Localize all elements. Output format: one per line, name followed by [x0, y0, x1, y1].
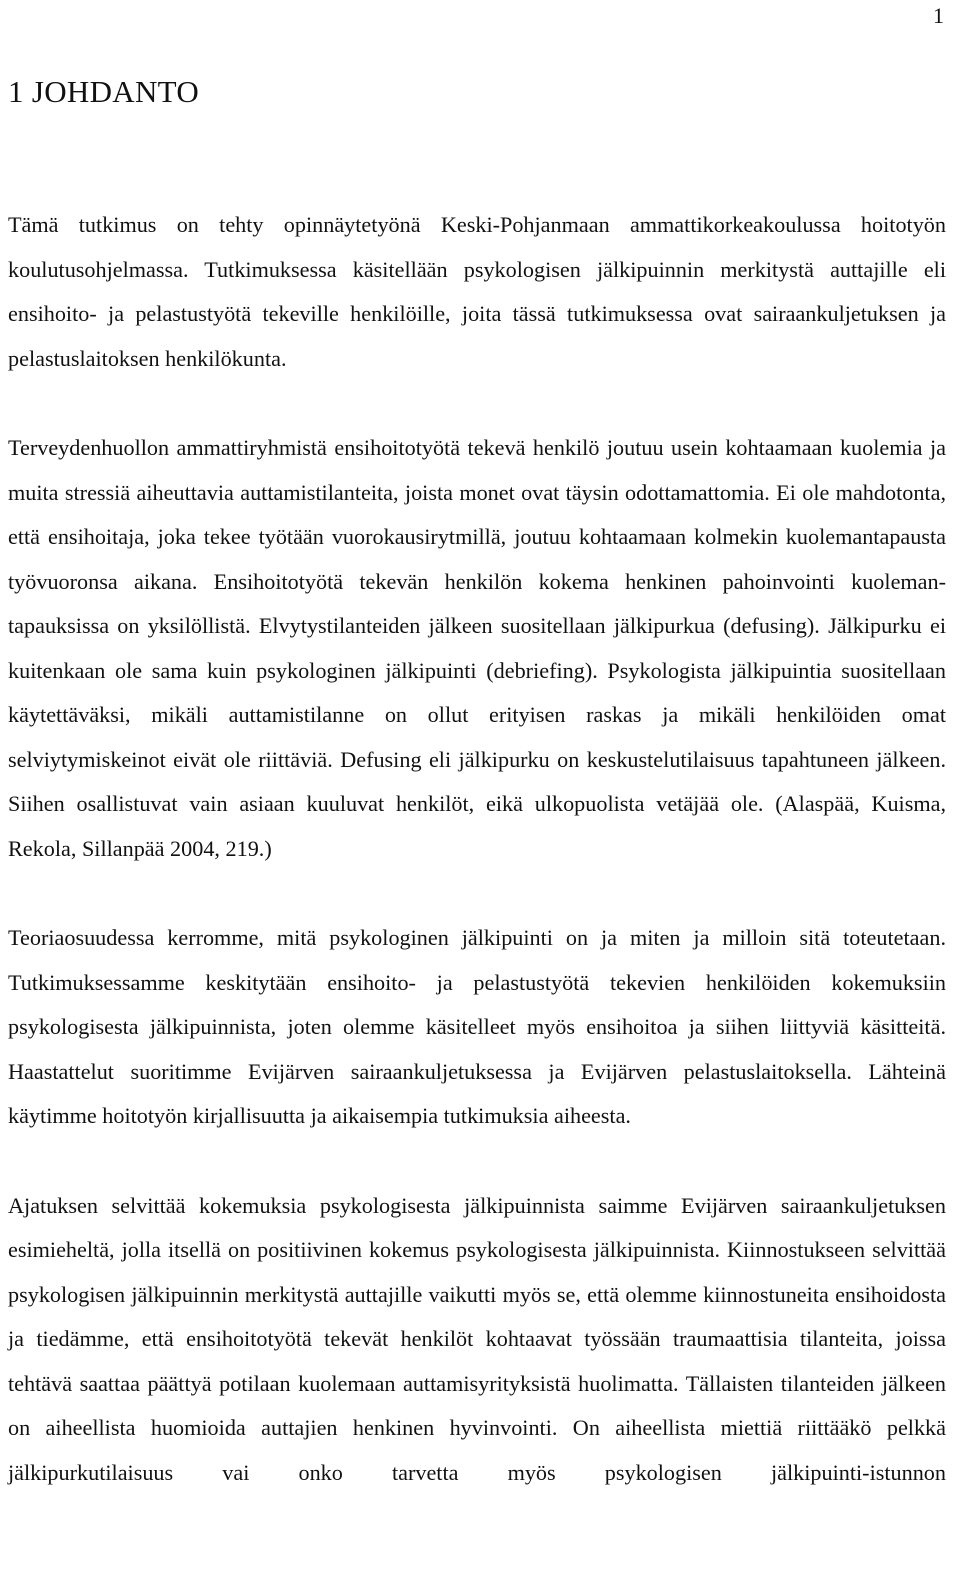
page-number: 1 [933, 3, 944, 28]
paragraph-background: Terveydenhuollon ammattiryhmistä ensihoitotyötä tekevä henkilö joutuu usein kohtaamaan kuolemia ja muita stressiä aiheuttavia auttamistilanteita, joista monet ovat täysin odottamattomia. Ei ole mahdotonta, että ensihoitaja, joka tekee työtään vuorokausirytmillä, joutuu kohtaamaan kolmekin kuolemantapausta työvuoronsa aikana. Ensihoitotyötä tekevän henkilön kokema henkinen pahoinvointi kuoleman- tapauksissa on yksilöllistä. Elvytystilanteiden jälkeen suositellaan jälkipurkua (defusing). Jälkipurku ei kuitenkaan ole sama kuin psykologinen jälkipuinti (debriefing). Psykologista jälkipuintia suositellaan käytettäväksi, mikäli auttamistilanne on ollut erityisen raskas ja mikäli henkilöiden omat selviytymiskeinot eivät ole riittäviä. Defusing eli jälkipurku on keskustelutilaisuus tapahtuneen jälkeen. Siihen osallistuvat vain asiaan kuuluvat henkilöt, eikä ulkopuolista vetäjää ole. (Alaspää, Kuisma, Rekola, Sillanpää 2004, 219.) [8, 435, 946, 861]
paragraph-intro: Tämä tutkimus on tehty opinnäytetyönä Keski-Pohjanmaan ammattikorkeakoulussa hoitotyön koulutusohjelmassa. Tutkimuksessa käsitellään psykologisen jälkipuinnin merkitystä auttajille eli ensihoito- ja pelastustyötä tekeville henkilöille, joita tässä tutkimuksessa ovat sairaankuljetuksen ja pelastuslaitoksen henkilökunta. [8, 212, 946, 371]
chapter-heading: 1 JOHDANTO [8, 74, 200, 109]
paragraph-motivation: Ajatuksen selvittää kokemuksia psykologisesta jälkipuinnista saimme Evijärven sairaankuljetuksen esimieheltä, jolla itsellä on positiivinen kokemus psykologisesta jälkipuinnista. Kiinnostukseen selvittää psykologisen jälkipuinnin merkitystä auttajille vaikutti myös se, että olemme kiinnostuneita ensihoidosta ja tiedämme, että ensihoitotyötä tekevät henkilöt kohtaavat työssään traumaattisia tilanteita, joissa tehtävä saattaa päättyä potilaan kuolemaan auttamisyrityksistä huolimatta. Tällaisten tilanteiden jälkeen on aiheellista huomioida auttajien henkinen hyvinvointi. On aiheellista miettiä riittääkö pelkkä jälkipurkutilaisuus vai onko tarvetta myös psykologisen jälkipuinti-istunnon [8, 1192, 946, 1485]
body-text [8, 203, 946, 1540]
paragraph-theory: Teoriaosuudessa kerromme, mitä psykologinen jälkipuinti on ja miten ja milloin sitä toteutetaan. Tutkimuksessamme keskitytään ensihoito- ja pelastustyötä tekevien henkilöiden kokemuksiin psykologisesta jälkipuinnista, joten olemme käsitelleet myös ensihoitoa ja siihen liittyviä käsitteitä. Haastattelut suoritimme Evijärven sairaankuljetuksessa ja Evijärven pelastuslaitoksella. Lähteinä käytimme hoitotyön kirjallisuutta ja aikaisempia tutkimuksia aiheesta. [8, 925, 946, 1128]
